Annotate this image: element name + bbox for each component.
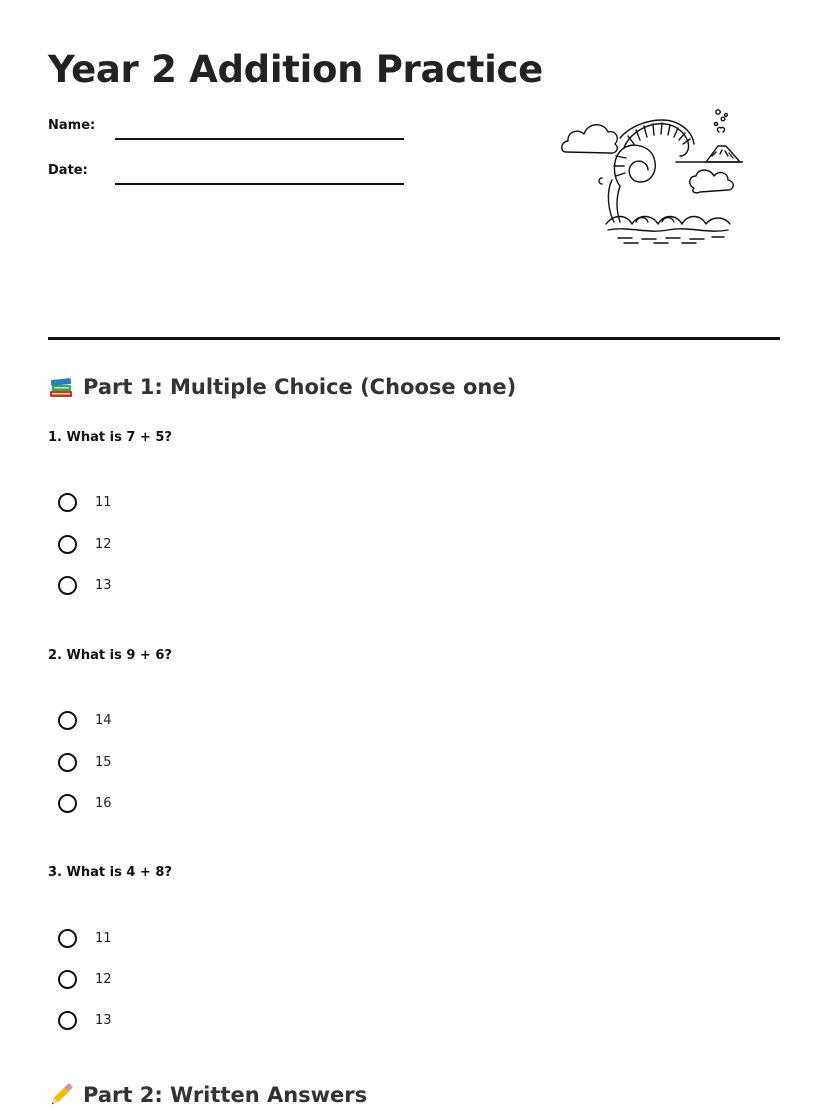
- question-3-text: 3. What is 4 + 8?: [48, 865, 172, 880]
- books-emoji-icon: [48, 374, 74, 400]
- radio-button[interactable]: [58, 970, 77, 989]
- q1-option-a[interactable]: [58, 490, 258, 514]
- part1-heading: [48, 374, 516, 400]
- q1-option-b[interactable]: [58, 532, 258, 556]
- q1-option-c[interactable]: [58, 573, 258, 597]
- q3-option-a[interactable]: [58, 926, 258, 950]
- page-title: Year 2 Addition Practice: [48, 48, 543, 91]
- option-label: 14: [95, 712, 112, 728]
- radio-button[interactable]: [58, 929, 77, 948]
- radio-button[interactable]: [58, 794, 77, 813]
- option-label: 12: [95, 536, 112, 552]
- part1-title: Part 1: Multiple Choice (Choose one): [83, 375, 517, 399]
- option-label: 13: [95, 577, 112, 593]
- date-label: Date:: [48, 163, 88, 178]
- name-field-row: [48, 116, 408, 140]
- q2-option-a[interactable]: [58, 708, 258, 732]
- radio-button[interactable]: [58, 753, 77, 772]
- radio-button[interactable]: [58, 1011, 77, 1030]
- q2-option-c[interactable]: [58, 791, 258, 815]
- option-label: 12: [95, 971, 112, 987]
- option-label: 11: [95, 494, 112, 510]
- radio-button[interactable]: [58, 493, 77, 512]
- option-label: 11: [95, 930, 112, 946]
- q3-option-b[interactable]: [58, 967, 258, 991]
- option-label: 16: [95, 795, 112, 811]
- radio-button[interactable]: [58, 576, 77, 595]
- radio-button[interactable]: [58, 711, 77, 730]
- part2-heading: [48, 1082, 367, 1108]
- pencil-emoji-icon: [48, 1082, 74, 1108]
- option-label: 13: [95, 1012, 112, 1028]
- name-label: Name:: [48, 118, 96, 133]
- part2-title: Part 2: Written Answers: [83, 1083, 368, 1107]
- question-2-text: 2. What is 9 + 6?: [48, 648, 172, 663]
- date-field-row: [48, 161, 408, 185]
- option-label: 15: [95, 754, 112, 770]
- radio-button[interactable]: [58, 535, 77, 554]
- seashore-nautilus-volcano-drawing-icon: [558, 106, 743, 246]
- date-blank-line[interactable]: [115, 183, 404, 185]
- q2-option-b[interactable]: [58, 750, 258, 774]
- section-divider: [48, 337, 780, 340]
- name-blank-line[interactable]: [115, 138, 404, 140]
- q3-option-c[interactable]: [58, 1008, 258, 1032]
- question-1-text: 1. What is 7 + 5?: [48, 430, 172, 445]
